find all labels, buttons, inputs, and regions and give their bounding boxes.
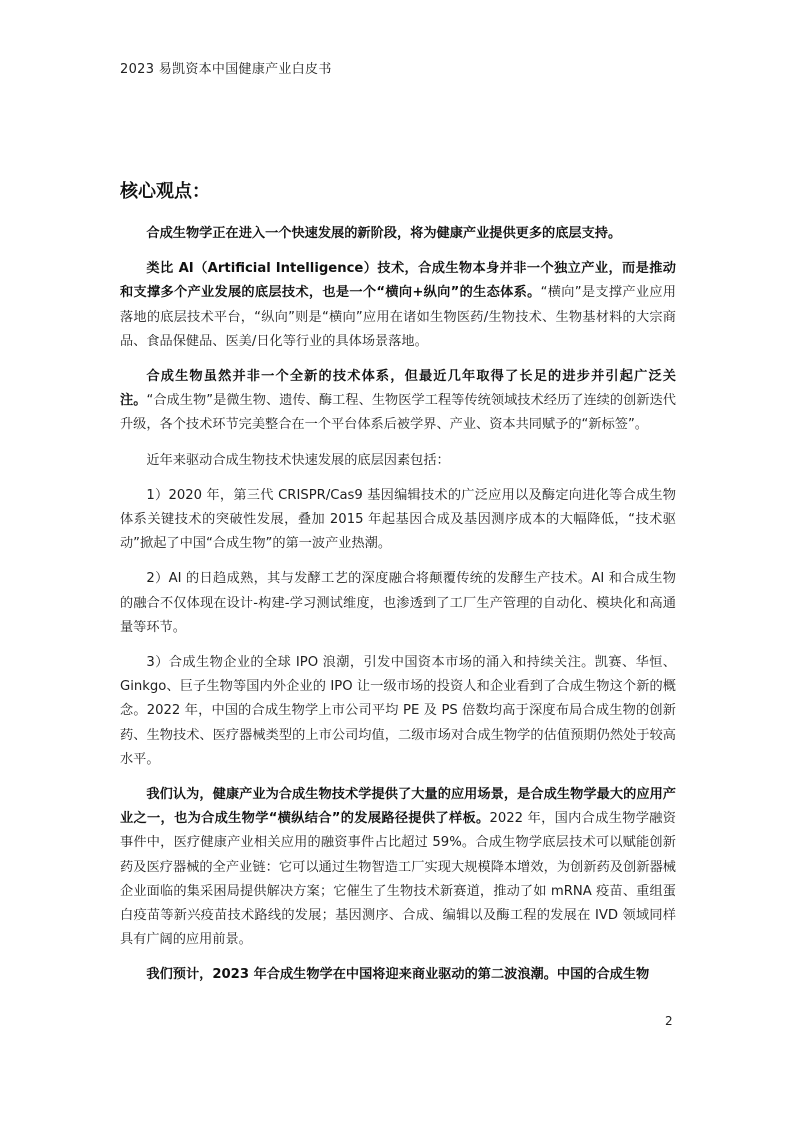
paragraph bbox=[120, 963, 676, 987]
running-header: 2023 易凯资本中国健康产业白皮书 bbox=[120, 62, 332, 77]
page-number: 2 bbox=[665, 1014, 673, 1028]
paragraph bbox=[120, 449, 676, 473]
paragraph bbox=[120, 783, 676, 952]
paragraph-text: “合成生物”是微生物、遗传、酶工程、生物医学工程等传统领域技术经历了连续的创新迭代升级，各个技术环节完美整合在一个平台体系后被学界、产业、资本共同赋予的“新标签”。 bbox=[120, 393, 676, 433]
paragraph-text: 近年来驱动合成生物技术快速发展的底层因素包括： bbox=[146, 452, 450, 468]
paragraph-bold-lead: 合成生物虽然并非一个全新的技术体系，但最近几年取得了长足的进步并引起广泛关注。 bbox=[120, 369, 676, 409]
paragraph-bold-lead: 类比 AI（Artificial Intelligence）技术，合成生物本身并非一个独立产业，而是推动和支撑多个产业发展的底层技术，也是一个“横向+纵向”的生态体系。 bbox=[120, 261, 676, 301]
paragraph bbox=[120, 567, 676, 640]
paragraph bbox=[120, 365, 676, 438]
paragraph-bold-lead: 我们认为，健康产业为合成生物技术学提供了大量的应用场景，是合成生物学最大的应用产业之一，也为合成生物学“横纵结合”的发展路径提供了样板。 bbox=[120, 787, 676, 827]
paragraph-text: “横向”是支撑产业应用落地的底层技术平台，“纵向”则是“横向”应用在诸如生物医药/生物技术、生物基材料的大宗商品、食品保健品、医美/日化等行业的具体场景落地。 bbox=[120, 285, 676, 349]
paragraph-bold-lead: 合成生物学正在进入一个快速发展的新阶段，将为健康产业提供更多的底层支持。 bbox=[146, 226, 622, 241]
paragraph-bold-lead: 我们预计，2023 年合成生物学在中国将迎来商业驱动的第二波浪潮。中国的合成生物 bbox=[146, 967, 650, 983]
paragraph bbox=[120, 257, 676, 354]
paragraph-text: 3）合成生物企业的全球 IPO 浪潮，引发中国资本市场的涌入和持续关注。凯赛、华恒、Ginkgo、巨子生物等国内外企业的 IPO 让一级市场的投资人和企业看到了合成生物这个新的概念。2022 年，中国的合成生物学上市公司平均 PE 及 PS 倍数均高于深度布局合成生物的创新药、生物技术、医疗器械类型的上市公司均值，二级市场对合成生物学的估值预期仍然处于较高水平。 bbox=[120, 655, 676, 767]
paragraph bbox=[120, 484, 676, 557]
paragraph-text: 1）2020 年，第三代 CRISPR/Cas9 基因编辑技术的广泛应用以及酶定向进化等合成生物体系关键技术的突破性发展，叠加 2015 年起基因合成及基因测序成本的大幅降低，“技术驱动”掀起了中国“合成生物”的第一波产业热潮。 bbox=[120, 487, 676, 552]
paragraph-text: 2022 年，国内合成生物学融资事件中，医疗健康产业相关应用的融资事件占比超过 59%。合成生物学底层技术可以赋能创新药及医疗器械的全产业链：它可以通过生物智造工厂实现大规模降本增效，为创新药及创新器械企业面临的集采困局提供解决方案；它催生了生物技术新赛道，推动了如 mRNA 疫苗、重组蛋白疫苗等新兴疫苗技术路线的发展；基因测序、合成、编辑以及酶工程的发展在 IVD 领域同样具有广阔的应用前景。 bbox=[120, 811, 676, 948]
section-title: 核心观点： bbox=[120, 181, 210, 202]
paragraph-text: 2）AI 的日趋成熟，其与发酵工艺的深度融合将颠覆传统的发酵生产技术。AI 和合成生物的融合不仅体现在设计-构建-学习测试维度，也渗透到了工厂生产管理的自动化、模块化和高通量等环节。 bbox=[120, 571, 676, 635]
paragraph bbox=[120, 651, 676, 772]
paragraph bbox=[120, 222, 676, 246]
body-text bbox=[120, 222, 676, 999]
